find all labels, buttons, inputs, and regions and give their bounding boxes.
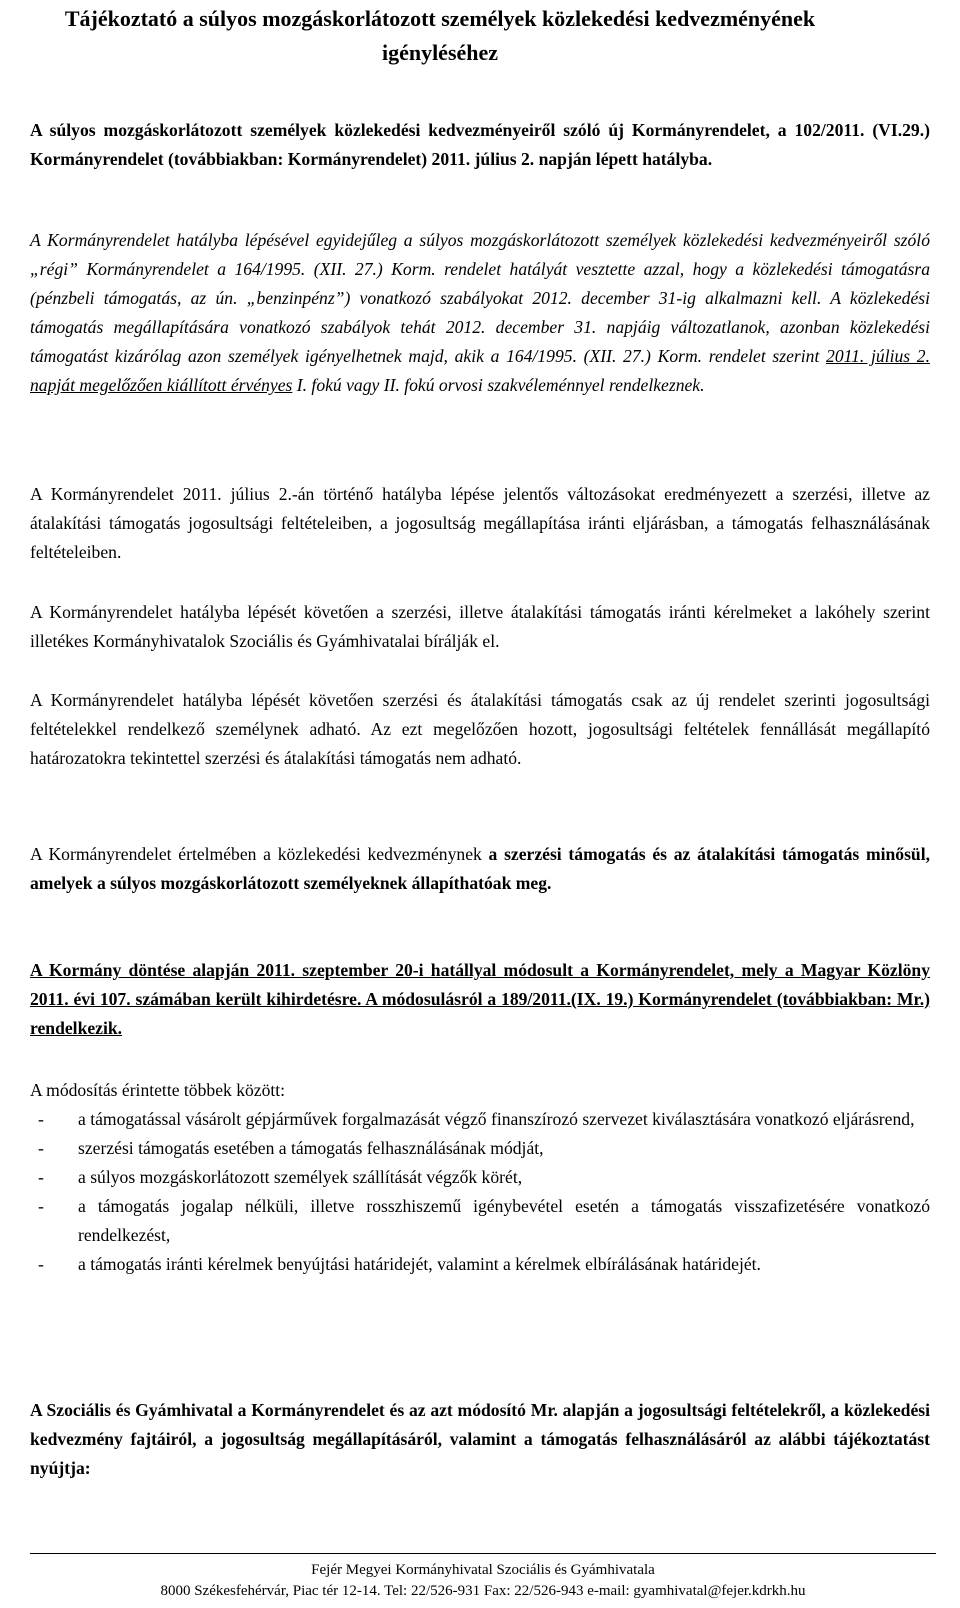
amendment-list xyxy=(30,1105,930,1279)
list-intro: A módosítás érintette többek között: xyxy=(30,1080,286,1100)
list-item: - a támogatás jogalap nélküli, illetve rosszhiszemű igénybevétel esetén a támogatás visszafizetésére vonatkozó rendelkezést, xyxy=(30,1192,930,1250)
meaning-paragraph xyxy=(30,840,930,898)
transition-text-1: A Kormányrendelet hatályba lépésével egyidejűleg a súlyos mozgáskorlátozott személyek közlekedési kedvezményeiről szóló „régi” Kormányrendelet a 164/1995. (XII. 27.) Korm. rendelet hatályát vesztette azzal, hogy a közlekedési támogatásra (pénzbeli támogatás, az ún. „benzinpénz”) vonatkozó szabályokat 2012. december 31-ig alkalmazni kell. A közlekedési támogatás megállapítására vonatkozó szabályok tehát 2012. december 31. napjáig változatlanok, azonban közlekedési támogatást kizárólag azon személyek igényelhetnek majd, akik a 164/1995. (XII. 27.) Korm. rendelet szerint xyxy=(30,230,930,366)
list-item: - a támogatás iránti kérelmek benyújtási határidejét, valamint a kérelmek elbírálásának határidejét. xyxy=(30,1250,930,1279)
authority-paragraph: A Kormányrendelet hatályba lépését követően a szerzési, illetve átalakítási támogatás iránti kérelmeket a lakóhely szerint illetékes Kormányhivatalok Szociális és Gyámhivatalai bírálják el. xyxy=(30,602,930,651)
list-item: - a támogatással vásárolt gépjárművek forgalmazását végző finanszírozó szervezet kiválasztására vonatkozó eljárásrend, xyxy=(30,1105,930,1134)
list-item: - a súlyos mozgáskorlátozott személyek szállítását végzők körét, xyxy=(30,1163,930,1192)
transition-paragraph xyxy=(30,226,930,400)
footer-contact: 8000 Székesfehérvár, Piac tér 12-14. Tel: 22/526-931 Fax: 22/526-943 e-mail: gyamhivatal@fejer.kdrkh.hu xyxy=(160,1583,806,1599)
list-item: - szerzési támogatás esetében a támogatás felhasználásának módját, xyxy=(30,1134,930,1163)
meaning-text: A Kormányrendelet értelmében a közlekedési kedvezménynek xyxy=(30,844,489,864)
document-title: Tájékoztató a súlyos mozgáskorlátozott személyek közlekedési kedvezményének igényléséhez xyxy=(64,6,816,65)
footer-office: Fejér Megyei Kormányhivatal Szociális és Gyámhivatala xyxy=(311,1562,655,1578)
eligibility-paragraph: A Kormányrendelet hatályba lépését követően szerzési és átalakítási támogatás csak az új rendelet szerinti jogosultsági feltételekkel rendelkező személynek adható. Az ezt megelőzően hozott, jogosultsági feltételek fennállását megállapító határozatokra tekintettel szerzési és átalakítási támogatás nem adható. xyxy=(30,690,930,768)
amendment-paragraph: A Kormány döntése alapján 2011. szeptember 20-i hatállyal módosult a Kormányrendelet, mely a Magyar Közlöny 2011. évi 107. számában került kihirdetésre. A módosulásról a 189/2011.(IX. 19.) Kormányrendelet (továbbiakban: Mr.) rendelkezik. xyxy=(30,960,930,1038)
footer-divider xyxy=(30,1553,936,1554)
changes-paragraph: A Kormányrendelet 2011. július 2.-án történő hatályba lépése jelentős változásokat eredményezett a szerzési, illetve az átalakítási támogatás jogosultsági feltételeiben, a jogosultság megállapítása iránti eljárásban, a támogatás felhasználásának feltételeiben. xyxy=(30,484,930,562)
meaning-bold: a szerzési támogatás és az átalakítási támogatás minősül, amelyek a súlyos mozgáskorlátozott személyeknek állapíthatóak meg. xyxy=(30,844,930,893)
intro-paragraph: A súlyos mozgáskorlátozott személyek közlekedési kedvezményeiről szóló új Kormányrendelet, a 102/2011. (VI.29.) Kormányrendelet (továbbiakban: Kormányrendelet) 2011. július 2. napján lépett hatályba. xyxy=(30,120,930,169)
amendment-list-section xyxy=(30,1076,930,1279)
transition-text-2: I. fokú vagy II. fokú orvosi szakvéleménnyel rendelkeznek. xyxy=(292,375,705,395)
closing-paragraph: A Szociális és Gyámhivatal a Kormányrendelet és az azt módosító Mr. alapján a jogosultsági feltételekről, a közlekedési kedvezmény fajtáiról, a jogosultság megállapításáról, valamint a támogatás felhasználásáról az alábbi tájékoztatást nyújtja: xyxy=(30,1400,930,1478)
transition-underlined: 2011. július 2. napját megelőzően kiállított érvényes xyxy=(30,346,930,395)
